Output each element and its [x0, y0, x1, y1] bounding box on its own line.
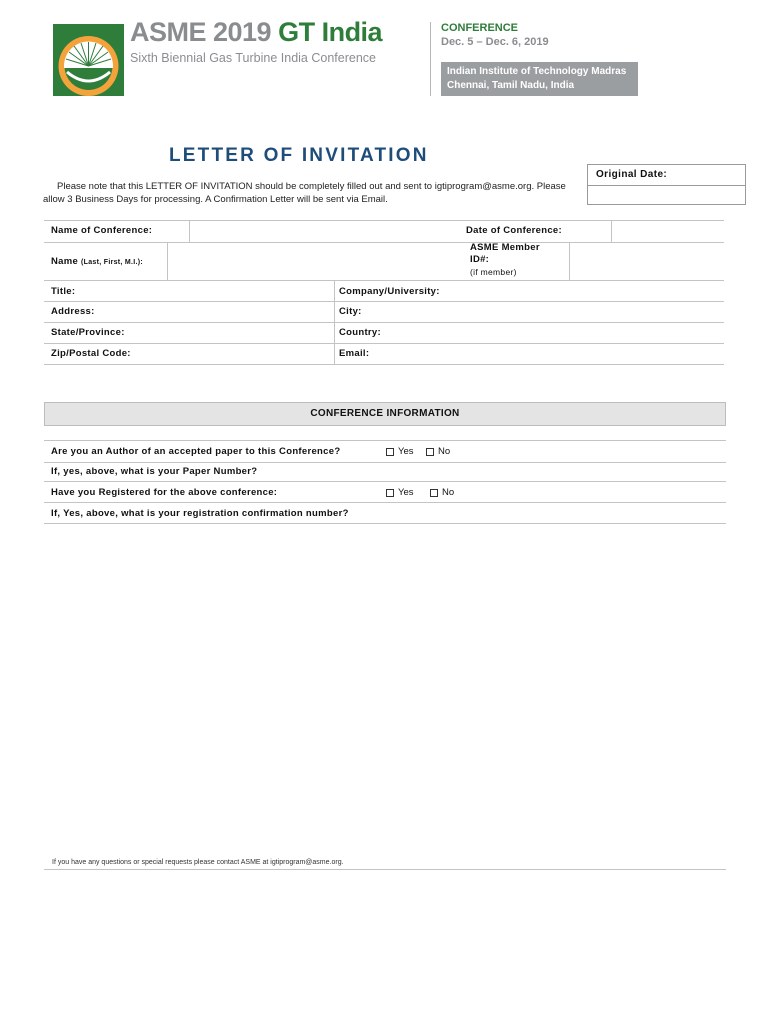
conference-logo [53, 24, 124, 96]
checkbox-icon[interactable] [386, 489, 394, 497]
footer-divider [44, 869, 726, 870]
confirmation-question: If, Yes, above, what is your registration confirmation number? [51, 508, 349, 519]
conference-label: CONFERENCE [441, 22, 519, 34]
header-divider [430, 22, 431, 96]
paper-number-question: If, yes, above, what is your Paper Number? [51, 466, 258, 477]
company-label: Company/University: [339, 286, 440, 297]
checkbox-icon[interactable] [386, 448, 394, 456]
question-border [44, 481, 726, 482]
form-bottom-border [44, 364, 724, 365]
intro-line-1: Please note that this LETTER OF INVITATION should be completely filled out and sent to igtiprogram@asme.org. Please [57, 181, 566, 192]
page-title: LETTER OF INVITATION [169, 145, 429, 166]
address-label: Address: [51, 306, 95, 317]
conference-date-field[interactable] [612, 221, 724, 241]
registered-yes-label: Yes [398, 487, 414, 498]
conference-dates: Dec. 5 – Dec. 6, 2019 [441, 36, 549, 48]
question-border [44, 440, 726, 441]
email-label: Email: [339, 348, 370, 359]
zip-label: Zip/Postal Code: [51, 348, 131, 359]
name-hint: (Last, First, M.I.): [81, 259, 144, 266]
member-id-hint: (if member) [470, 267, 517, 277]
intro-text [43, 180, 583, 206]
author-no-option[interactable] [426, 446, 450, 457]
venue-line-2: Chennai, Tamil Nadu, India [447, 80, 575, 91]
original-date-box [587, 164, 746, 205]
registered-no-option[interactable] [430, 487, 454, 498]
original-date-divider [588, 185, 745, 186]
title-label: Title: [51, 286, 76, 297]
venue-line-1: Indian Institute of Technology Madras [447, 66, 627, 77]
member-id-label [470, 242, 540, 278]
date-of-conference-label: Date of Conference: [466, 225, 562, 236]
header-title-prefix: ASME 2019 [130, 17, 279, 47]
intro-line-2: allow 3 Business Days for processing. A Confirmation Letter will be sent via Email. [43, 194, 388, 205]
form-row-border [44, 322, 724, 323]
author-no-label: No [438, 446, 451, 457]
venue-box [441, 62, 638, 96]
registered-question: Have you Registered for the above conference: [51, 487, 278, 498]
author-question: Are you an Author of an accepted paper to this Conference? [51, 446, 341, 457]
question-border [44, 462, 726, 463]
conference-name-field[interactable] [190, 221, 458, 241]
country-label: Country: [339, 327, 381, 338]
author-yes-label: Yes [398, 446, 414, 457]
name-label-text: Name [51, 256, 79, 267]
header-subtitle: Sixth Biennial Gas Turbine India Conference [130, 51, 376, 65]
chakra-logo-icon [53, 24, 124, 96]
header-title-accent: GT India [278, 17, 383, 47]
header-title [130, 17, 382, 48]
conference-info-header [44, 402, 726, 426]
form-row-border [44, 343, 724, 344]
member-id-label-line2: ID#: [470, 254, 490, 265]
name-field[interactable] [168, 243, 458, 279]
original-date-label: Original Date: [596, 169, 668, 180]
author-yes-option[interactable] [386, 446, 414, 457]
member-id-label-line1: ASME Member [470, 242, 540, 253]
checkbox-icon[interactable] [426, 448, 434, 456]
question-border [44, 502, 726, 503]
city-label: City: [339, 306, 362, 317]
registered-no-label: No [442, 487, 455, 498]
state-label: State/Province: [51, 327, 125, 338]
name-of-conference-label: Name of Conference: [51, 225, 153, 236]
name-label [51, 256, 143, 267]
form-row-border [44, 301, 724, 302]
registered-yes-option[interactable] [386, 487, 414, 498]
footer-note: If you have any questions or special requests please contact ASME at igtiprogram@asme.org. [52, 859, 344, 866]
question-border [44, 523, 726, 524]
checkbox-icon[interactable] [430, 489, 438, 497]
form-row-border [44, 280, 724, 281]
member-id-field[interactable] [570, 243, 724, 279]
conference-info-title: CONFERENCE INFORMATION [310, 408, 460, 419]
